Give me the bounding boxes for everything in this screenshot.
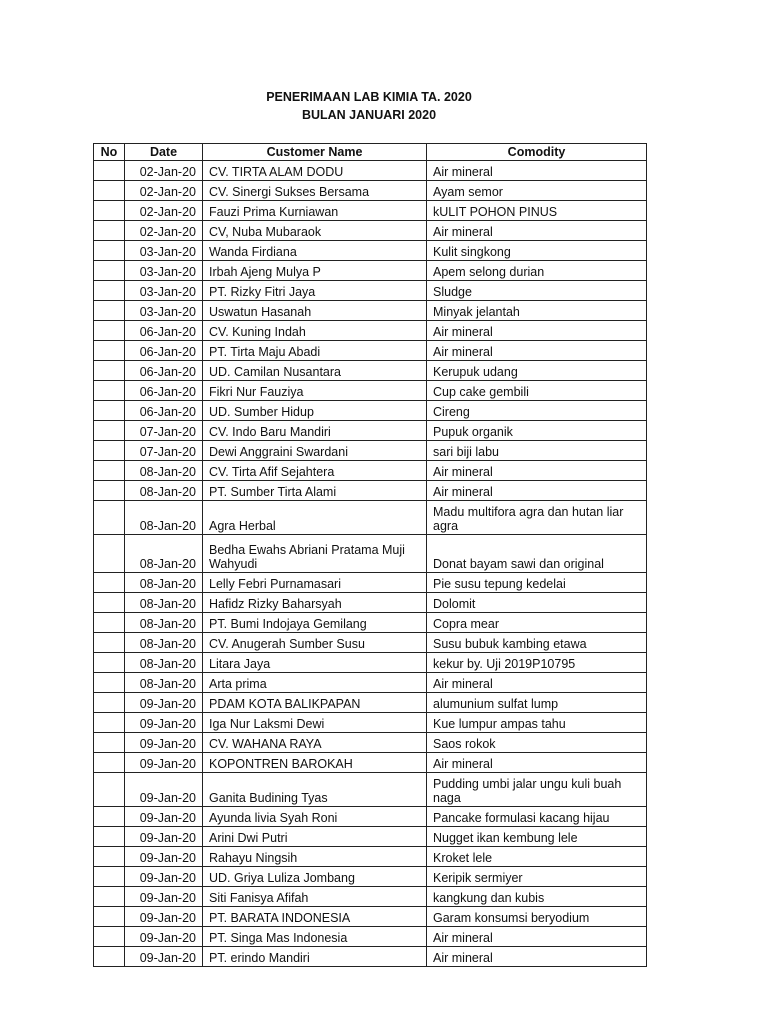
- cell-commodity: alumunium sulfat lump: [427, 693, 647, 713]
- cell-no: [94, 653, 125, 673]
- table-row: [94, 401, 647, 421]
- cell-date: 07-Jan-20: [125, 421, 203, 441]
- cell-customer-name: CV. Kuning Indah: [203, 321, 427, 341]
- cell-customer-name: CV. TIRTA ALAM DODU: [203, 161, 427, 181]
- cell-date: 08-Jan-20: [125, 481, 203, 501]
- cell-customer-name: PT. Sumber Tirta Alami: [203, 481, 427, 501]
- cell-date: 08-Jan-20: [125, 501, 203, 535]
- cell-commodity: Garam konsumsi beryodium: [427, 907, 647, 927]
- table-body: [94, 161, 647, 967]
- cell-date: 09-Jan-20: [125, 947, 203, 967]
- cell-commodity: Air mineral: [427, 673, 647, 693]
- cell-no: [94, 381, 125, 401]
- table-row: [94, 807, 647, 827]
- cell-date: 09-Jan-20: [125, 753, 203, 773]
- cell-date: 06-Jan-20: [125, 361, 203, 381]
- cell-customer-name: Fikri Nur Fauziya: [203, 381, 427, 401]
- cell-date: 09-Jan-20: [125, 713, 203, 733]
- cell-date: 08-Jan-20: [125, 613, 203, 633]
- cell-date: 09-Jan-20: [125, 847, 203, 867]
- cell-date: 03-Jan-20: [125, 281, 203, 301]
- cell-customer-name: CV. WAHANA RAYA: [203, 733, 427, 753]
- cell-date: 06-Jan-20: [125, 401, 203, 421]
- cell-commodity: Sludge: [427, 281, 647, 301]
- cell-no: [94, 201, 125, 221]
- reception-table: [93, 143, 647, 967]
- cell-commodity: Susu bubuk kambing etawa: [427, 633, 647, 653]
- cell-no: [94, 773, 125, 807]
- cell-date: 06-Jan-20: [125, 381, 203, 401]
- document-subtitle: BULAN JANUARI 2020: [301, 108, 437, 122]
- cell-customer-name: Litara Jaya: [203, 653, 427, 673]
- table-row: [94, 381, 647, 401]
- cell-commodity: Dolomit: [427, 593, 647, 613]
- table-row: [94, 361, 647, 381]
- cell-date: 09-Jan-20: [125, 827, 203, 847]
- cell-no: [94, 161, 125, 181]
- column-header-no: No: [94, 144, 125, 161]
- cell-commodity: Kue lumpur ampas tahu: [427, 713, 647, 733]
- cell-no: [94, 887, 125, 907]
- cell-commodity: Kerupuk udang: [427, 361, 647, 381]
- cell-date: 08-Jan-20: [125, 593, 203, 613]
- cell-commodity: Pupuk organik: [427, 421, 647, 441]
- cell-date: 09-Jan-20: [125, 807, 203, 827]
- cell-commodity: Apem selong durian: [427, 261, 647, 281]
- cell-customer-name: PT. erindo Mandiri: [203, 947, 427, 967]
- cell-customer-name: Irbah Ajeng Mulya P: [203, 261, 427, 281]
- cell-commodity: Air mineral: [427, 481, 647, 501]
- cell-commodity: Air mineral: [427, 947, 647, 967]
- cell-no: [94, 441, 125, 461]
- table-row: [94, 593, 647, 613]
- cell-customer-name: Ganita Budining Tyas: [203, 773, 427, 807]
- table-row: [94, 261, 647, 281]
- cell-no: [94, 241, 125, 261]
- table-row: [94, 633, 647, 653]
- cell-date: 09-Jan-20: [125, 867, 203, 887]
- table-row: [94, 827, 647, 847]
- cell-customer-name: Lelly Febri Purnamasari: [203, 573, 427, 593]
- table-row: [94, 181, 647, 201]
- cell-commodity: Air mineral: [427, 161, 647, 181]
- cell-commodity: Copra mear: [427, 613, 647, 633]
- table-row: [94, 947, 647, 967]
- cell-no: [94, 261, 125, 281]
- cell-customer-name: CV. Anugerah Sumber Susu: [203, 633, 427, 653]
- cell-no: [94, 593, 125, 613]
- cell-customer-name: UD. Griya Luliza Jombang: [203, 867, 427, 887]
- cell-commodity: Keripik sermiyer: [427, 867, 647, 887]
- cell-customer-name: CV. Indo Baru Mandiri: [203, 421, 427, 441]
- column-header-customer-name: Customer Name: [203, 144, 427, 161]
- cell-customer-name: Wanda Firdiana: [203, 241, 427, 261]
- cell-no: [94, 301, 125, 321]
- cell-no: [94, 613, 125, 633]
- table-row: [94, 573, 647, 593]
- cell-date: 07-Jan-20: [125, 441, 203, 461]
- cell-date: 03-Jan-20: [125, 241, 203, 261]
- cell-customer-name: Iga Nur Laksmi Dewi: [203, 713, 427, 733]
- table-row: [94, 221, 647, 241]
- table-row: [94, 501, 647, 535]
- table-row: [94, 421, 647, 441]
- table-row: [94, 441, 647, 461]
- cell-commodity: sari biji labu: [427, 441, 647, 461]
- table-row: [94, 927, 647, 947]
- cell-customer-name: Agra Herbal: [203, 501, 427, 535]
- cell-no: [94, 927, 125, 947]
- cell-no: [94, 321, 125, 341]
- cell-no: [94, 421, 125, 441]
- cell-no: [94, 867, 125, 887]
- cell-commodity: kekur by. Uji 2019P10795: [427, 653, 647, 673]
- table-row: [94, 733, 647, 753]
- cell-no: [94, 807, 125, 827]
- table-row: [94, 773, 647, 807]
- cell-no: [94, 461, 125, 481]
- cell-no: [94, 481, 125, 501]
- cell-customer-name: PT. BARATA INDONESIA: [203, 907, 427, 927]
- cell-date: 08-Jan-20: [125, 653, 203, 673]
- cell-commodity: Madu multifora agra dan hutan liar agra: [427, 501, 647, 535]
- cell-date: 03-Jan-20: [125, 301, 203, 321]
- cell-no: [94, 341, 125, 361]
- cell-date: 08-Jan-20: [125, 633, 203, 653]
- cell-customer-name: Siti Fanisya Afifah: [203, 887, 427, 907]
- cell-date: 02-Jan-20: [125, 221, 203, 241]
- cell-no: [94, 401, 125, 421]
- cell-customer-name: KOPONTREN BAROKAH: [203, 753, 427, 773]
- cell-customer-name: Arta prima: [203, 673, 427, 693]
- table-row: [94, 847, 647, 867]
- cell-customer-name: Dewi Anggraini Swardani: [203, 441, 427, 461]
- cell-customer-name: PT. Tirta Maju Abadi: [203, 341, 427, 361]
- cell-commodity: Minyak jelantah: [427, 301, 647, 321]
- cell-date: 09-Jan-20: [125, 887, 203, 907]
- table-row: [94, 867, 647, 887]
- cell-date: 09-Jan-20: [125, 907, 203, 927]
- table-row: [94, 613, 647, 633]
- cell-commodity: Pie susu tepung kedelai: [427, 573, 647, 593]
- cell-date: 06-Jan-20: [125, 341, 203, 361]
- cell-commodity: Pancake formulasi kacang hijau: [427, 807, 647, 827]
- cell-date: 08-Jan-20: [125, 573, 203, 593]
- cell-commodity: Nugget ikan kembung lele: [427, 827, 647, 847]
- cell-commodity: Air mineral: [427, 461, 647, 481]
- table-row: [94, 535, 647, 573]
- cell-no: [94, 827, 125, 847]
- cell-commodity: kULIT POHON PINUS: [427, 201, 647, 221]
- cell-customer-name: Fauzi Prima Kurniawan: [203, 201, 427, 221]
- cell-customer-name: PDAM KOTA BALIKPAPAN: [203, 693, 427, 713]
- cell-customer-name: PT. Rizky Fitri Jaya: [203, 281, 427, 301]
- cell-no: [94, 753, 125, 773]
- table-row: [94, 673, 647, 693]
- cell-date: 09-Jan-20: [125, 927, 203, 947]
- cell-commodity: Air mineral: [427, 221, 647, 241]
- cell-date: 08-Jan-20: [125, 673, 203, 693]
- cell-date: 09-Jan-20: [125, 733, 203, 753]
- cell-date: 09-Jan-20: [125, 773, 203, 807]
- table-row: [94, 461, 647, 481]
- cell-customer-name: UD. Sumber Hidup: [203, 401, 427, 421]
- cell-customer-name: Bedha Ewahs Abriani Pratama Muji Wahyudi: [203, 535, 427, 573]
- cell-commodity: Air mineral: [427, 753, 647, 773]
- table-row: [94, 653, 647, 673]
- cell-customer-name: Uswatun Hasanah: [203, 301, 427, 321]
- cell-no: [94, 733, 125, 753]
- cell-no: [94, 907, 125, 927]
- cell-no: [94, 361, 125, 381]
- table-row: [94, 713, 647, 733]
- cell-customer-name: Ayunda livia Syah Roni: [203, 807, 427, 827]
- table-row: [94, 161, 647, 181]
- cell-customer-name: CV. Sinergi Sukses Bersama: [203, 181, 427, 201]
- cell-date: 06-Jan-20: [125, 321, 203, 341]
- cell-commodity: Kroket lele: [427, 847, 647, 867]
- cell-no: [94, 281, 125, 301]
- cell-no: [94, 181, 125, 201]
- cell-no: [94, 633, 125, 653]
- cell-commodity: Air mineral: [427, 341, 647, 361]
- cell-date: 09-Jan-20: [125, 693, 203, 713]
- cell-commodity: Donat bayam sawi dan original: [427, 535, 647, 573]
- cell-no: [94, 501, 125, 535]
- cell-customer-name: Hafidz Rizky Baharsyah: [203, 593, 427, 613]
- cell-date: 08-Jan-20: [125, 535, 203, 573]
- table-row: [94, 481, 647, 501]
- cell-commodity: Air mineral: [427, 927, 647, 947]
- cell-commodity: Pudding umbi jalar ungu kuli buah naga: [427, 773, 647, 807]
- table-row: [94, 907, 647, 927]
- table-row: [94, 753, 647, 773]
- table-row: [94, 887, 647, 907]
- cell-date: 08-Jan-20: [125, 461, 203, 481]
- cell-commodity: Cireng: [427, 401, 647, 421]
- cell-no: [94, 947, 125, 967]
- cell-customer-name: PT. Bumi Indojaya Gemilang: [203, 613, 427, 633]
- cell-date: 02-Jan-20: [125, 161, 203, 181]
- cell-no: [94, 573, 125, 593]
- document-title: PENERIMAAN LAB KIMIA TA. 2020: [266, 90, 472, 104]
- cell-commodity: Kulit singkong: [427, 241, 647, 261]
- table-row: [94, 281, 647, 301]
- table-row: [94, 241, 647, 261]
- table-row: [94, 693, 647, 713]
- cell-customer-name: PT. Singa Mas Indonesia: [203, 927, 427, 947]
- column-header-commodity: Comodity: [427, 144, 647, 161]
- cell-no: [94, 673, 125, 693]
- table-header-row: [94, 144, 647, 161]
- cell-no: [94, 847, 125, 867]
- cell-no: [94, 535, 125, 573]
- cell-commodity: Cup cake gembili: [427, 381, 647, 401]
- cell-customer-name: CV, Nuba Mubaraok: [203, 221, 427, 241]
- cell-commodity: kangkung dan kubis: [427, 887, 647, 907]
- cell-commodity: Air mineral: [427, 321, 647, 341]
- cell-no: [94, 693, 125, 713]
- cell-date: 03-Jan-20: [125, 261, 203, 281]
- column-header-date: Date: [125, 144, 203, 161]
- cell-customer-name: Arini Dwi Putri: [203, 827, 427, 847]
- cell-customer-name: Rahayu Ningsih: [203, 847, 427, 867]
- table-row: [94, 201, 647, 221]
- cell-date: 02-Jan-20: [125, 201, 203, 221]
- cell-commodity: Ayam semor: [427, 181, 647, 201]
- cell-customer-name: CV. Tirta Afif Sejahtera: [203, 461, 427, 481]
- table-row: [94, 321, 647, 341]
- cell-no: [94, 713, 125, 733]
- cell-date: 02-Jan-20: [125, 181, 203, 201]
- table-row: [94, 341, 647, 361]
- cell-no: [94, 221, 125, 241]
- cell-commodity: Saos rokok: [427, 733, 647, 753]
- cell-customer-name: UD. Camilan Nusantara: [203, 361, 427, 381]
- table-row: [94, 301, 647, 321]
